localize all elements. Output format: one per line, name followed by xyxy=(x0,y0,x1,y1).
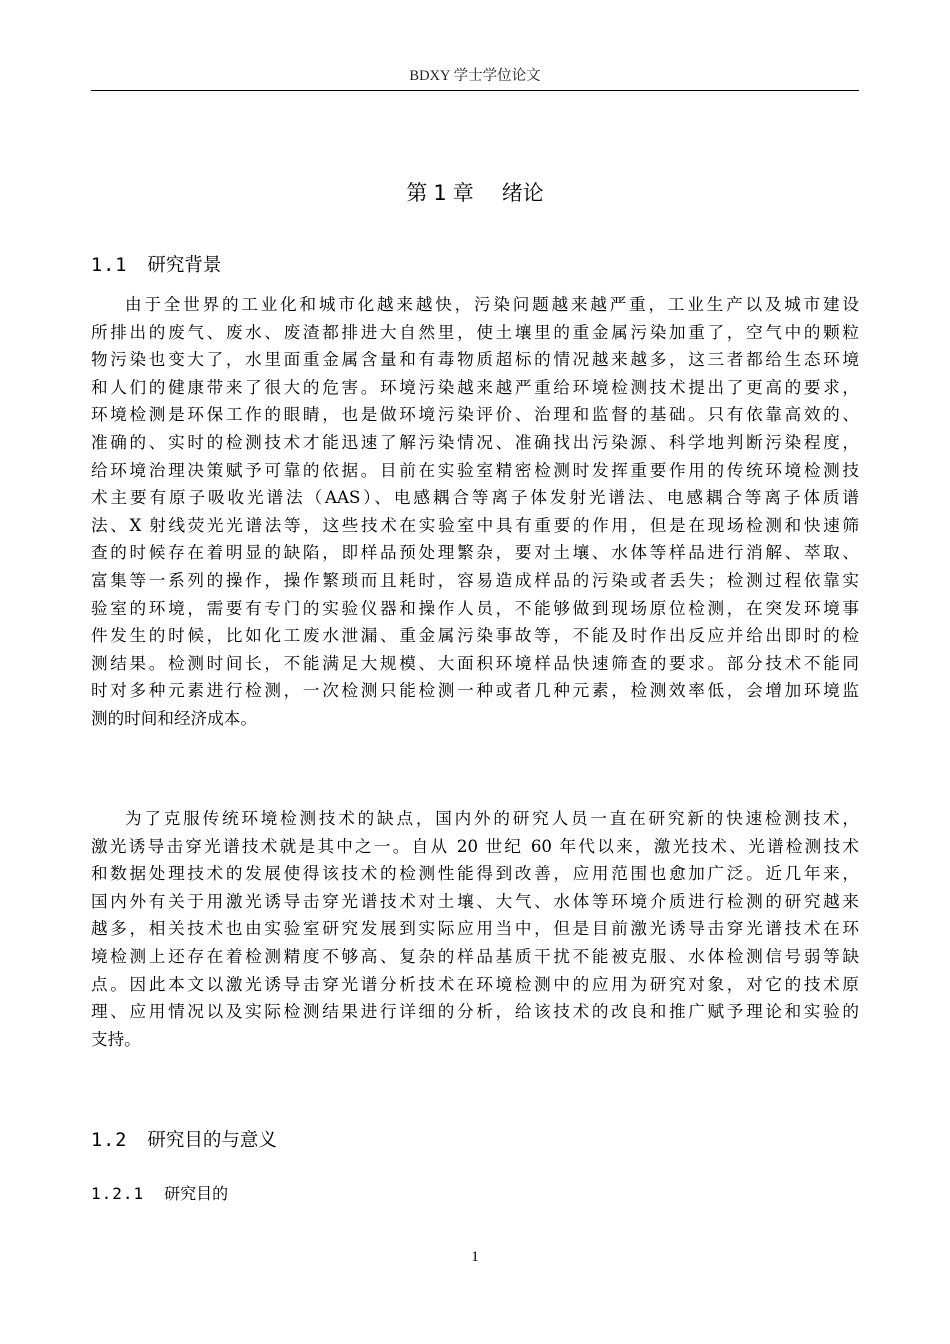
paragraph-line: 物污染也变大了，水里面重金属含量和有毒物质超标的情况越来越多，这三者都给生态环境 xyxy=(91,350,859,370)
paragraph-line: 和人们的健康带来了很大的危害。环境污染越来越严重给环境检测技术提出了更高的要求， xyxy=(91,377,859,397)
section-title: 研究目的与意义 xyxy=(147,1130,277,1151)
paragraph-line: 术主要有原子吸收光谱法（AAS）、电感耦合等离子体发射光谱法、电感耦合等离子体质谱 xyxy=(91,488,859,508)
paragraph-line: 所排出的废气、废水、废渣都排进大自然里，使土壤里的重金属污染加重了，空气中的颗粒 xyxy=(91,322,859,342)
paragraph-line: 越多，相关技术也由实验室研究发展到实际应用当中，但是目前激光诱导击穿光谱技术在环 xyxy=(91,919,859,939)
paragraph-line: 法、X 射线荧光光谱法等，这些技术在实验室中具有重要的作用，但是在现场检测和快速筛 xyxy=(91,515,859,535)
paragraph-line: 测结果。检测时间长，不能满足大规模、大面积环境样品快速筛查的要求。部分技术不能同 xyxy=(91,653,859,673)
section-title: 研究目的 xyxy=(164,1184,229,1203)
paragraph-line: 查的时候存在着明显的缺陷，即样品预处理繁杂，要对土壤、水体等样品进行消解、萃取、 xyxy=(91,543,859,563)
paragraph-line: 件发生的时候，比如化工废水泄漏、重金属污染事故等，不能及时作出反应并给出即时的检 xyxy=(91,626,859,646)
header-rule xyxy=(91,90,859,91)
paragraph-line: 国内外有关于用激光诱导击穿光谱技术对土壤、大气、水体等环境介质进行检测的研究越来 xyxy=(91,891,859,911)
paragraph-background xyxy=(91,291,859,733)
chapter-title xyxy=(91,177,859,209)
section-heading-1-2 xyxy=(91,1127,277,1155)
chapter-number: 1 xyxy=(433,181,447,205)
paragraph-line: 激光诱导击穿光谱技术就是其中之一。自从 20 世纪 60 年代以来，激光技术、光谱检测技术 xyxy=(91,836,859,856)
paragraph-line: 点。因此本文以激光诱导击穿光谱分析技术在环境检测中的应用为研究对象，对它的技术原 xyxy=(91,974,859,994)
subsection-heading-1-2-1 xyxy=(91,1181,228,1207)
section-heading-1-1 xyxy=(91,252,221,280)
paragraph-line: 准确的、实时的检测技术才能迅速了解污染情况、准确找出污染源、科学地判断污染程度， xyxy=(91,432,859,452)
section-number: 1.2.1 xyxy=(91,1184,145,1203)
paragraph-line: 和数据处理技术的发展使得该技术的检测性能得到改善，应用范围也愈加广泛。近几年来， xyxy=(91,864,859,884)
page-number: 1 xyxy=(471,1249,479,1265)
chapter-label-suffix: 章 xyxy=(452,181,474,205)
paragraph-line: 为了克服传统环境检测技术的缺点，国内外的研究人员一直在研究新的快速检测技术， xyxy=(125,809,859,828)
paragraph-line: 由于全世界的工业化和城市化越来越快，污染问题越来越严重，工业生产以及城市建设 xyxy=(125,295,859,314)
paragraph-line: 验室的环境，需要有专门的实验仪器和操作人员，不能够做到现场原位检测，在突发环境事 xyxy=(91,598,859,618)
chapter-label-prefix: 第 xyxy=(406,181,428,205)
running-header: BDXY 学士学位论文 xyxy=(409,68,541,84)
paragraph-line: 境检测上还存在着检测精度不够高、复杂的样品基质干扰不能被克服、水体检测信号弱等缺 xyxy=(91,946,859,966)
paragraph-line: 时对多种元素进行检测，一次检测只能检测一种或者几种元素，检测效率低，会增加环境监 xyxy=(91,681,859,701)
chapter-name: 绪论 xyxy=(501,181,544,205)
section-number: 1.2 xyxy=(91,1130,128,1151)
paragraph-line: 测的时间和经济成本。 xyxy=(91,708,257,728)
section-number: 1.1 xyxy=(91,255,128,276)
paragraph-line: 环境检测是环保工作的眼睛，也是做环境污染评价、治理和监督的基础。只有依靠高效的、 xyxy=(91,405,859,425)
paragraph-line: 理、应用情况以及实际检测结果进行详细的分析，给该技术的改良和推广赋予理论和实验的 xyxy=(91,1002,859,1022)
section-title: 研究背景 xyxy=(147,255,222,276)
paragraph-motivation xyxy=(91,805,859,1053)
paragraph-line: 给环境治理决策赋予可靠的依据。目前在实验室精密检测时发挥重要作用的传统环境检测技 xyxy=(91,460,859,480)
paragraph-line: 富集等一系列的操作，操作繁琐而且耗时，容易造成样品的污染或者丢失；检测过程依靠实 xyxy=(91,570,859,590)
paragraph-line: 支持。 xyxy=(91,1029,141,1049)
